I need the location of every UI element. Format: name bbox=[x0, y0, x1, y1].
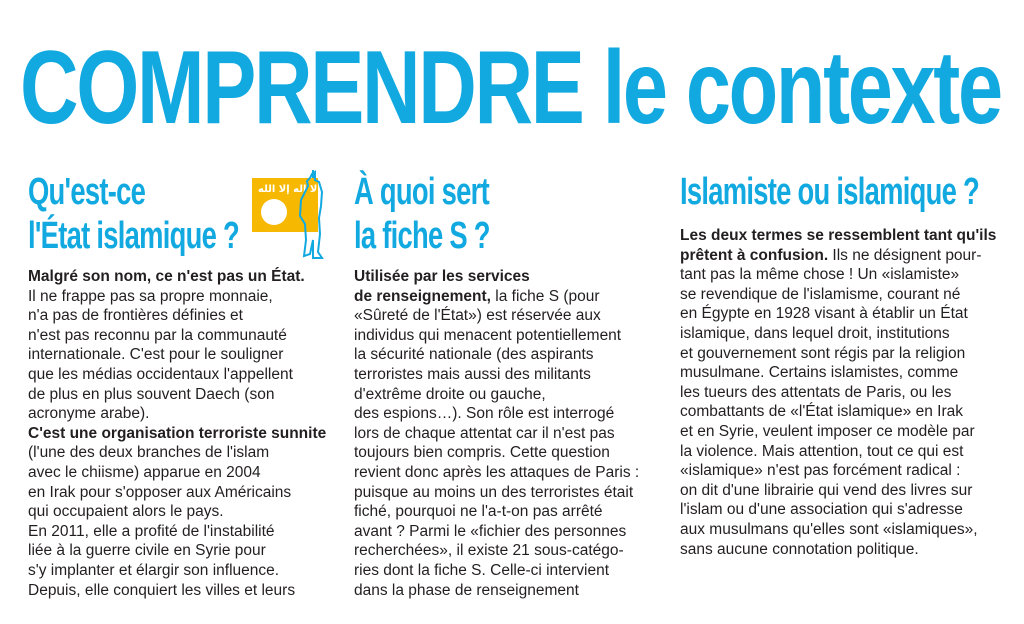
text-line: n'est pas reconnu par la communauté bbox=[28, 326, 287, 344]
text-line: Malgré son nom, ce n'est pas un État. bbox=[28, 268, 305, 285]
column-etat-islamique bbox=[28, 170, 328, 599]
text-line: Il ne frappe pas sa propre monnaie, bbox=[28, 287, 273, 305]
text-line: liée à la guerre civile en Syrie pour bbox=[28, 542, 266, 560]
text-line: aux musulmans qu'elles sont «islamiques», bbox=[680, 520, 978, 538]
text-line: que les médias occidentaux l'appellent bbox=[28, 365, 293, 383]
text-line: islamique, dans lequel droit, institutions bbox=[680, 324, 950, 342]
text-line: n'a pas de frontières définies et bbox=[28, 307, 243, 325]
text-line: lors de chaque attentat car il n'est pas bbox=[354, 424, 615, 442]
section-title bbox=[354, 170, 570, 258]
text-line: dans la phase de renseignement bbox=[354, 581, 579, 599]
text-line: la sécurité nationale (des aspirants bbox=[354, 346, 594, 364]
text-line: qui occupaient alors le pays. bbox=[28, 503, 224, 521]
text-line: on dit d'une librairie qui vend des livres sur bbox=[680, 481, 973, 499]
text-line: les tueurs des attentats de Paris, ou les bbox=[680, 383, 952, 401]
text-line: de renseignement, la fiche S (pour bbox=[354, 287, 600, 305]
text-line: internationale. C'est pour le souligner bbox=[28, 346, 284, 364]
text-line: avec le chiisme) apparue en 2004 bbox=[28, 463, 261, 481]
section-title bbox=[28, 170, 244, 258]
text-line: fiché, pourquoi ne l'a-t-on pas arrêté bbox=[354, 503, 603, 521]
text-line: d'extrême droite ou gauche, bbox=[354, 385, 546, 403]
text-line: «islamique» n'est pas forcément radical : bbox=[680, 462, 961, 480]
text-line: avant ? Parmi le «fichier des personnes bbox=[354, 522, 627, 540]
headline-light: le contexte bbox=[602, 30, 1001, 146]
text-line: des espions…). Son rôle est interrogé bbox=[354, 405, 615, 423]
text-line: En 2011, elle a profité de l'instabilité bbox=[28, 522, 275, 540]
text-line: l'islam ou d'une association qui s'adresse bbox=[680, 501, 963, 519]
flag-text: لا إله إلا الله bbox=[258, 184, 318, 195]
text-line: en Irak pour s'opposer aux Américains bbox=[28, 483, 292, 501]
text-line: ries dont la fiche S. Celle-ci intervient bbox=[354, 561, 610, 579]
text-line: (l'une des deux branches de l'islam bbox=[28, 444, 270, 462]
text-line: en Égypte en 1928 visant à établir un État bbox=[680, 305, 968, 323]
text-line: et gouvernement sont régis par la religion bbox=[680, 344, 966, 362]
text-line: terroristes mais aussi des militants bbox=[354, 365, 591, 383]
text-line: la violence. Mais attention, tout ce qui est bbox=[680, 442, 964, 460]
text-line: acronyme arabe). bbox=[28, 405, 150, 423]
title-line: la fiche S ? bbox=[354, 215, 490, 257]
text-line: musulmane. Certains islamistes, comme bbox=[680, 364, 959, 382]
text-line: combattants de «l'État islamique» en Irak bbox=[680, 403, 963, 421]
text-line: recherchées», il existe 21 sous-catégo- bbox=[354, 542, 624, 560]
body-text bbox=[28, 267, 328, 600]
text-line: et en Syrie, veulent imposer ce modèle par bbox=[680, 422, 975, 440]
column-fiche-s bbox=[354, 170, 654, 599]
section-title bbox=[680, 170, 979, 214]
page-headline bbox=[20, 30, 1001, 146]
text-line: tant pas la même chose ! Un «islamiste» bbox=[680, 266, 960, 284]
text-line: prêtent à confusion. Ils ne désignent pour- bbox=[680, 246, 982, 264]
text-line: sans aucune connotation politique. bbox=[680, 540, 919, 558]
text-line: Les deux termes se ressemblent tant qu'ils bbox=[680, 227, 997, 244]
title-line: l'État islamique ? bbox=[28, 215, 239, 257]
text-line: individus qui menacent potentiellement bbox=[354, 326, 622, 344]
body-text bbox=[354, 267, 654, 600]
headline-strong: COMPRENDRE bbox=[20, 30, 583, 146]
column-islamiste-islamique bbox=[680, 170, 1000, 558]
text-line: toujours bien compris. Cette question bbox=[354, 444, 610, 462]
text-line: «Sûreté de l'État») est réservée aux bbox=[354, 307, 601, 325]
title-line: Qu'est-ce bbox=[28, 171, 146, 213]
text-line: Depuis, elle conquiert les villes et leurs bbox=[28, 581, 296, 599]
text-line: revient donc après les attaques de Paris : bbox=[354, 463, 640, 481]
title-line: Islamiste ou islamique ? bbox=[680, 171, 979, 213]
text-line: s'y implanter et élargir son influence. bbox=[28, 561, 280, 579]
text-line: se revendique de l'islamisme, courant né bbox=[680, 285, 961, 303]
text-line: Utilisée par les services bbox=[354, 268, 530, 285]
text-line: puisque au moins un des terroristes était bbox=[354, 483, 634, 501]
body-text bbox=[680, 226, 1000, 559]
text-line: de plus en plus souvent Daech (son bbox=[28, 385, 275, 403]
title-line: À quoi sert bbox=[354, 171, 489, 213]
text-line: C'est une organisation terroriste sunnite bbox=[28, 424, 327, 442]
